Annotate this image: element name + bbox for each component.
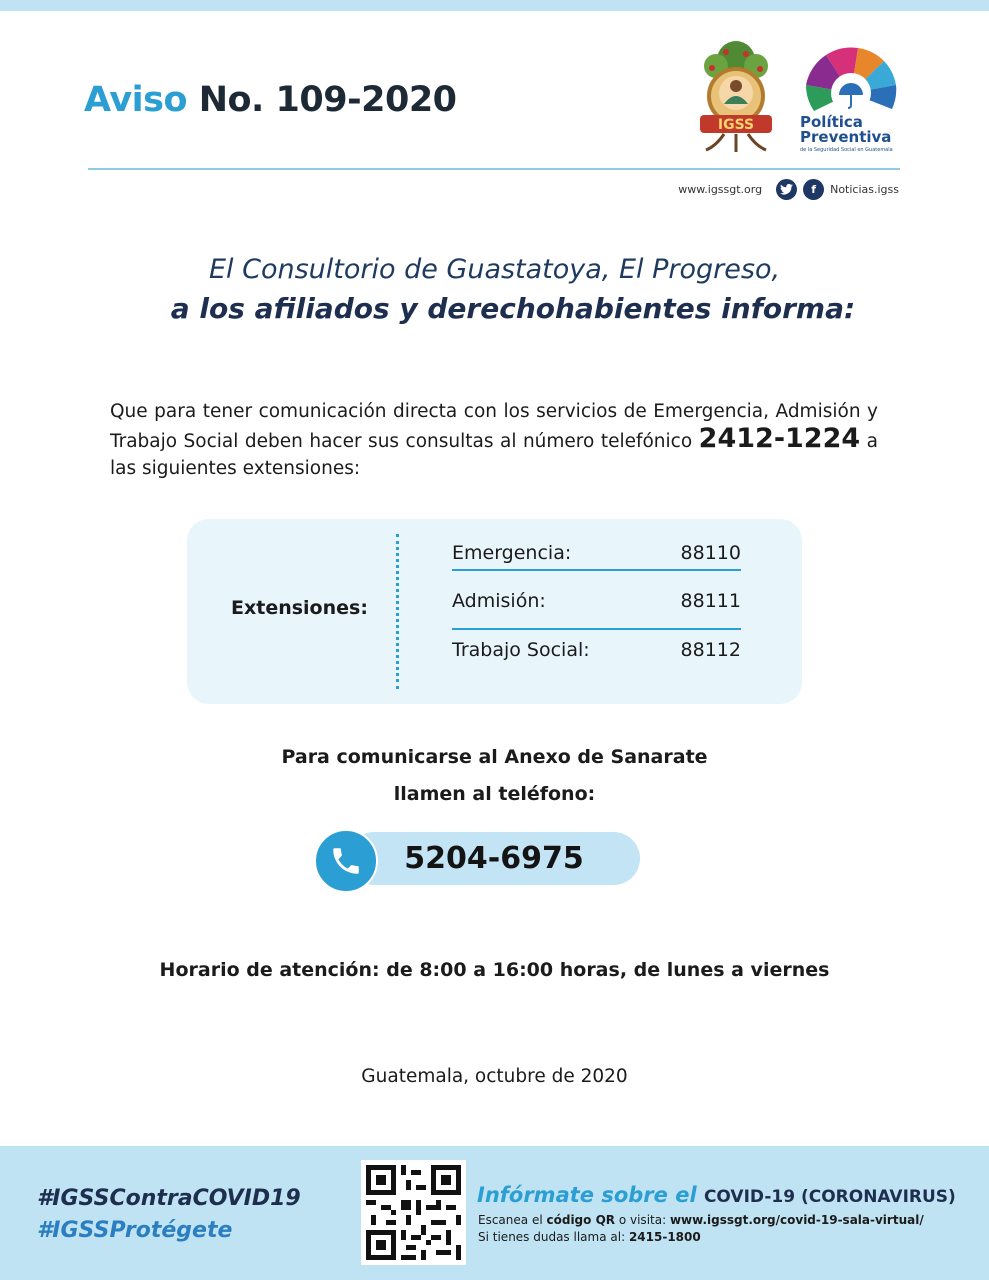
website-link[interactable]: www.igssgt.org	[678, 182, 763, 196]
igss-logo	[686, 38, 786, 156]
extension-row-emergencia	[452, 542, 741, 572]
footer-title-b: COVID-19 (CORONAVIRUS)	[703, 1187, 956, 1207]
issue-date: Guatemala, octubre de 2020	[361, 1066, 628, 1087]
footer-title-a: Infórmate sobre el	[477, 1183, 697, 1207]
hashtag-contra-covid: #IGSSContraCOVID19	[37, 1186, 301, 1211]
scan-text-b: código QR	[546, 1213, 616, 1227]
pp-logo-line1: Política	[800, 113, 863, 131]
extensions-dotted-divider	[396, 534, 399, 689]
extension-name: Emergencia:	[452, 542, 572, 564]
headline-line2: a los afiliados y derechohabientes informa:	[170, 292, 856, 325]
covid-url-link[interactable]: www.igssgt.org/covid-19-sala-virtual/	[669, 1213, 924, 1227]
annex-phone-number: 5204-6975	[404, 841, 584, 876]
aviso-number: No. 109-2020	[198, 80, 457, 120]
scan-text-c: o visita:	[618, 1213, 667, 1227]
aviso-word: Aviso	[84, 80, 188, 120]
extension-number: 88111	[680, 590, 741, 612]
extension-name: Admisión:	[452, 590, 546, 612]
main-phone-number: 2412-1224	[698, 423, 861, 454]
extension-number: 88112	[680, 639, 741, 661]
top-color-bar	[0, 0, 989, 11]
extension-row-admision	[452, 590, 741, 620]
extensions-box	[187, 519, 802, 704]
extension-separator	[452, 569, 741, 571]
social-links	[678, 178, 899, 200]
page-title	[84, 80, 457, 120]
scan-text-a: Escanea el	[478, 1213, 543, 1227]
footer-info-title	[477, 1183, 956, 1207]
extension-separator	[452, 628, 741, 630]
phone-icon	[314, 829, 378, 893]
headline-line1: El Consultorio de Guastatoya, El Progreso,	[208, 254, 781, 285]
facebook-icon[interactable]: f	[803, 179, 824, 200]
footer-doubts-line	[478, 1230, 701, 1244]
annex-line1: Para comunicarse al Anexo de Sanarate	[281, 746, 708, 768]
footer-scan-line	[478, 1213, 924, 1227]
intro-text: Que para tener comunicación directa con los servicios de Emergencia, Admisión y Trabajo Social deben hacer sus consultas al número telefónico	[110, 401, 878, 452]
qr-code[interactable]	[361, 1160, 466, 1265]
pp-logo-line3: de la Seguridad Social en Guatemala	[800, 147, 893, 153]
politica-preventiva-logo	[796, 45, 906, 153]
social-handle[interactable]: Noticias.igss	[830, 182, 899, 196]
doubts-text: Si tienes dudas llama al:	[478, 1230, 626, 1244]
extensions-label: Extensiones:	[231, 597, 368, 619]
doubts-phone: 2415-1800	[628, 1230, 701, 1244]
intro-end-text: a las siguientes extensiones:	[110, 431, 879, 479]
extension-row-trabajo-social	[452, 639, 741, 669]
header-divider	[88, 168, 900, 170]
intro-paragraph	[110, 398, 878, 482]
igss-logo-text: IGSS	[717, 117, 755, 133]
pp-logo-line2: Preventiva	[800, 128, 892, 146]
office-hours: Horario de atención: de 8:00 a 16:00 horas, de lunes a viernes	[159, 959, 830, 981]
twitter-icon[interactable]	[776, 179, 797, 200]
extension-number: 88110	[680, 542, 741, 564]
annex-line2: llamen al teléfono:	[393, 783, 596, 805]
hashtag-protegete: #IGSSProtégete	[37, 1218, 233, 1243]
extension-name: Trabajo Social:	[452, 639, 590, 661]
